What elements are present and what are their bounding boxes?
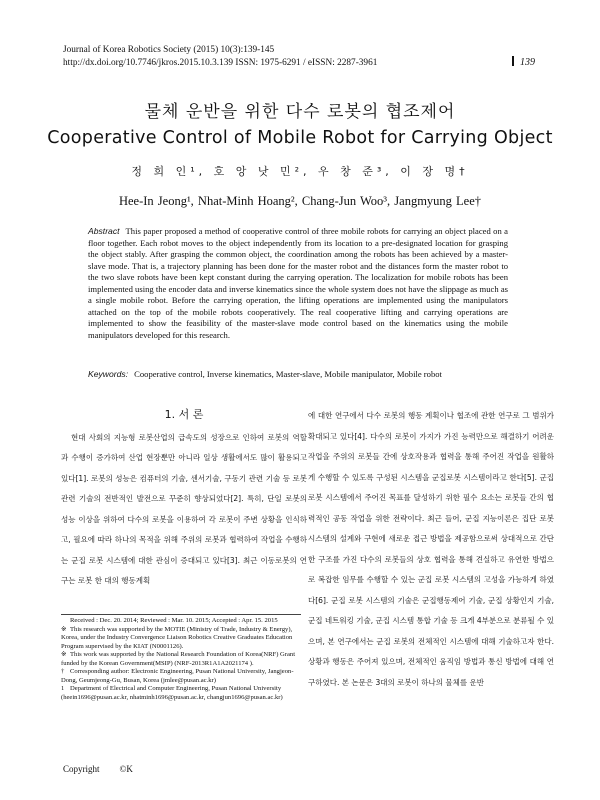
abstract-text: This paper proposed a method of cooperative control of three mobile robots for carrying an object placed on a floor together. Each robot moves to the object independently from its location to a pre-designated location for grasping the object stably. After grasping the common object, the coordination among the robots has been achieved by a master-slave mode. That is, a trajectory planning has been done for the master robot and the distances form the master robot to the two slave robots have been kept constant during the carrying operation. The localization for mobile robots has been implemented using the encoder data and inverse kinematics since the whole system does not have the slippage as much as a single mobile robot. Before the carrying operation, the lifting operations are implemented using the manipulators attached on the top of the mobile robots cooperatively. The real cooperative lifting and carrying operations are implemented to show the feasibility of the master-slave mode control based on the kinematics using the mobile manipulators developed for this research. <box>88 226 508 340</box>
english-authors: Hee-In Jeong¹, Nhat-Minh Hoang², Chang-Jun Woo³, Jangmyung Lee† <box>118 194 482 208</box>
left-column <box>61 405 307 592</box>
copyright-label: Copyright <box>63 764 100 774</box>
journal-header <box>63 44 377 70</box>
keywords-text: Cooperative control, Inverse kinematics, Master-slave, Mobile manipulator, Mobile robot <box>134 369 442 379</box>
copyright-holder: ©K <box>119 764 133 774</box>
footnote-received: Received : Dec. 20. 2014; Reviewed : Mar. 10. 2015; Accepted : Apr. 15. 2015 <box>70 617 278 624</box>
footnote-affiliation: 1 Department of Electrical and Computer Engineering, Pusan National University (heein1696@pusan.ac.kr, nhatminh1696@pusan.ac.kr, changjun1696@pusan.ac.kr) <box>61 685 283 701</box>
journal-citation: Journal of Korea Robotics Society (2015) 10(3):139-145 <box>63 45 275 55</box>
footnote-funding-motie: ※ This research was supported by the MOTIE (Ministry of Trade, Industry & Energy), Korea, under the Industry Convergence Liaison Robotics Creative Graduates Education Program supervised by the KIAT (N0001126). <box>61 625 293 650</box>
page-number-bar <box>512 56 514 66</box>
footnote-divider <box>61 614 301 615</box>
footnotes <box>61 617 305 702</box>
keywords <box>88 369 508 379</box>
english-title: Cooperative Control of Mobile Robot for Carrying Object <box>47 128 553 148</box>
page-number-value: 139 <box>520 57 535 68</box>
footnote-corresponding-author: † Corresponding author: Electronic Engineering, Pusan National University, Jangjeon-Dong, Geumjeong-Gu, Busan, Korea (jmlee@pusan.ac.kr) <box>61 668 294 684</box>
korean-title: 물체 운반을 위한 다수 로봇의 협조제어 <box>144 102 456 122</box>
abstract <box>88 226 508 341</box>
page-number <box>512 56 535 68</box>
abstract-label: Abstract <box>88 226 120 236</box>
footnote-funding-nrf: ※ This work was supported by the National Research Foundation of Korea(NRF) Grant funded by the Korean Government(MSIP) (NRF-2013R1A1A2021174 ). <box>61 651 296 667</box>
korean-authors: 정 희 인¹, 호 앙 낫 민², 우 창 준³, 이 장 명† <box>131 165 469 178</box>
copyright-line <box>63 764 133 774</box>
introduction-paragraph-right: 에 대한 연구에서 다수 로봇의 행동 계획이나 협조에 관한 연구로 그 범위가 확대되고 있다[4]. 다수의 로봇이 가지가 가진 능력만으로 해결하기 어려운 작업을 주위의 로봇들 간에 상호작용과 협력을 통해 주어진 작업을 원활하게 수행할 수 있도록 구성된 시스템을 군집로봇 시스템이라고 한다[5]. 군집 로봇 시스템에서 주어진 목표를 달성하기 위한 필수 요소는 로봇들 간의 협력적인 공동 작업을 위한 전략이다. 최근 들어, 군집 지능이론은 집단 로봇 시스템의 설계와 구현에 새로운 접근 방법을 제공함으로써 상대적으로 간단한 구조를 가진 다수의 로봇들의 상호 협력을 통해 견실하고 유연한 방법으로 복잡한 임무를 수행할 수 있는 군집 로봇 시스템의 고성을 가능하게 하였다[6]. 군집 로봇 시스템의 기술은 군집행동제어 기술, 군집 상황인지 기술, 군집 네트워킹 기술, 군집 시스템 통합 기술 등 크게 4부분으로 분류될 수 있으며, 본 연구에서는 군집 로봇의 전체적인 시스템에 대해 기술하고자 한다. 상황과 행동은 주어져 있으며, 전체적인 움직임 방법과 통신 방법에 대해 연구하였다. 본 논문은 3대의 로봇이 하나의 물체를 운반 <box>308 411 554 687</box>
introduction-paragraph-left: 현대 사회의 지능형 로봇산업의 급속도의 성장으로 인하여 로봇의 역할과 수행이 증가하여 산업 현장뿐만 아니라 일상 생활에서도 많이 활용되고 있다[1]. 로봇의 성능은 컴퓨터의 기술, 센서기술, 구동기 관련 기술 등 로봇관련 기술의 전반적인 발전으로 꾸준히 향상되었다[2]. 특히, 단일 로봇의 성능 이상을 위하여 다수의 로봇을 이용하여 각 로봇이 주변 상황을 인식하고, 필요에 따라 하나의 목적을 위해 주위의 로봇과 협력하여 작업을 수행하는 군집 로봇 시스템에 대한 관심이 증대되고 있다[3]. 최근 이동로봇의 연구는 로봇 한 대의 행동계획 <box>61 432 307 585</box>
doi-issn-line: http://dx.doi.org/10.7746/jkros.2015.10.3.139 ISSN: 1975-6291 / eISSN: 2287-3961 <box>63 58 378 68</box>
right-column <box>308 406 554 693</box>
section-title-introduction: 1. 서 론 <box>164 408 204 421</box>
keywords-label: Keywords: <box>88 369 129 379</box>
